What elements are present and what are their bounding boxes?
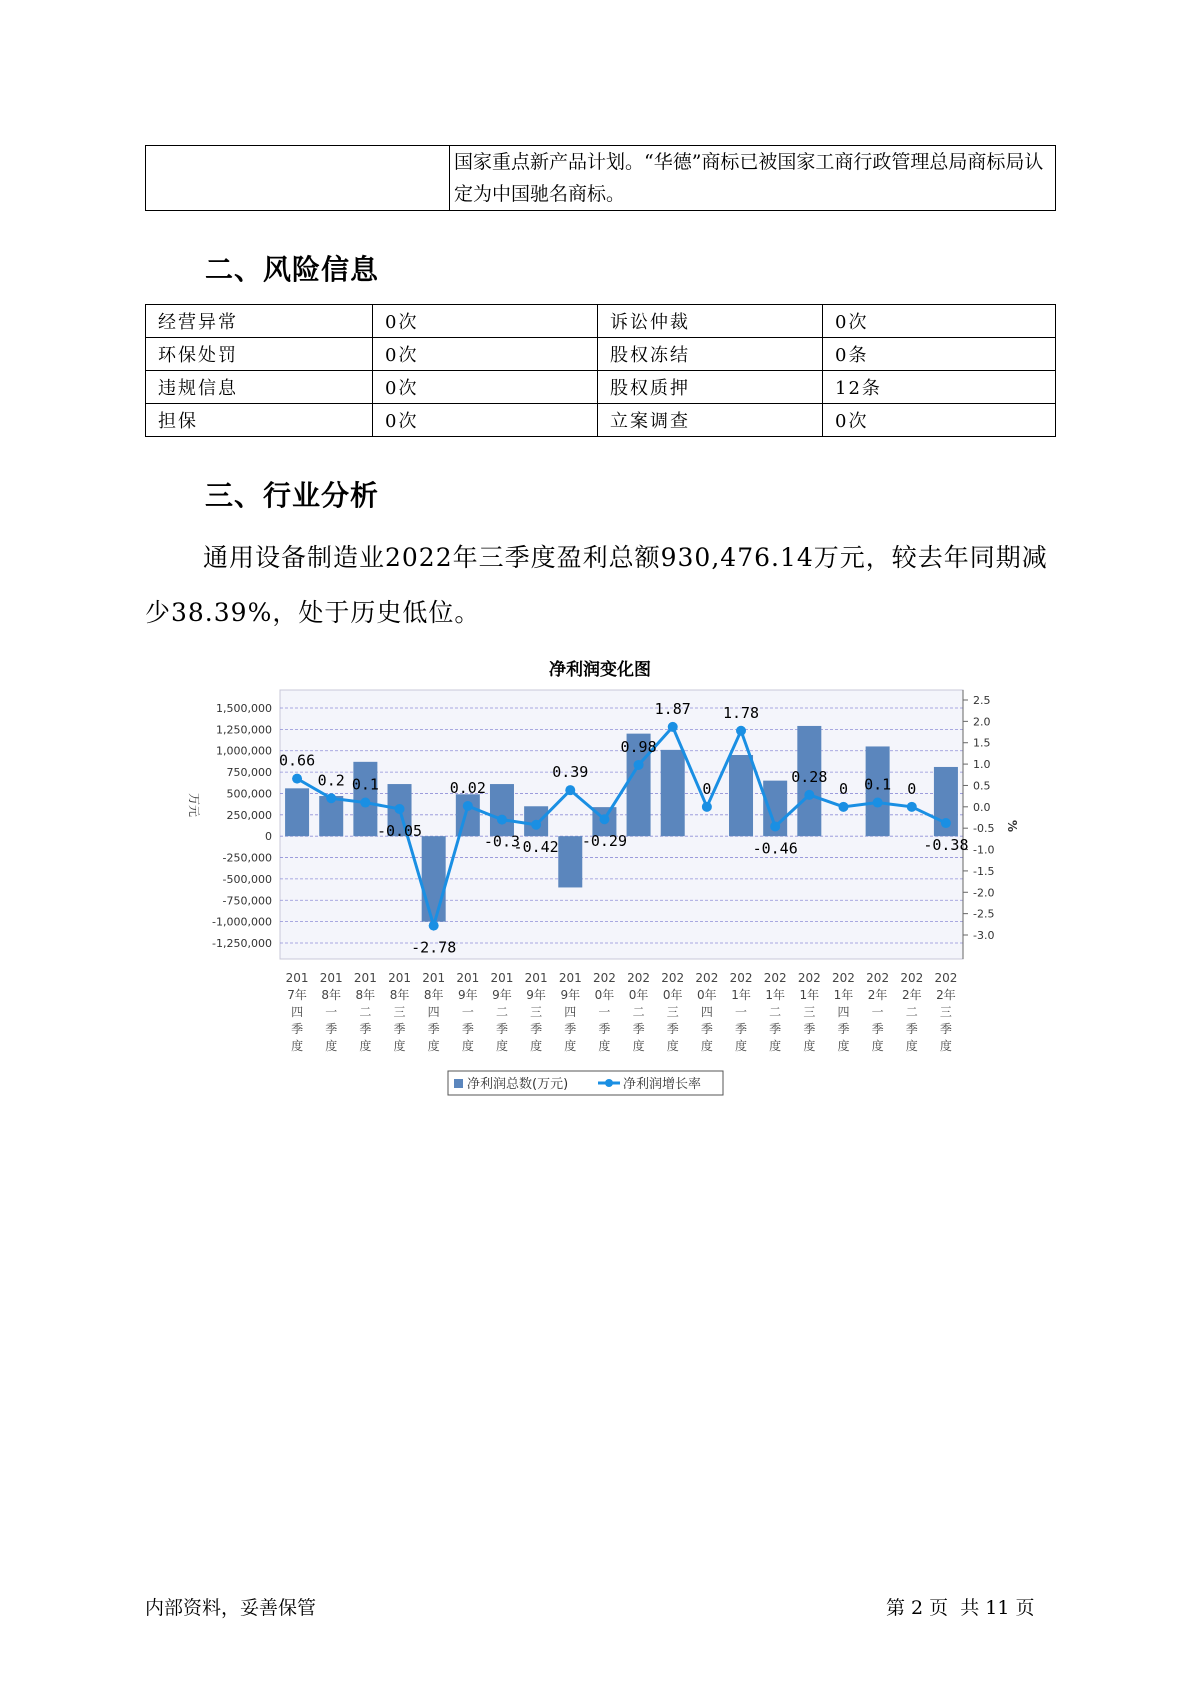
risk-key: 经营异常 [146,305,373,338]
risk-key: 担保 [146,404,373,437]
top-table-empty-cell [146,146,450,211]
industry-paragraph: 通用设备制造业2022年三季度盈利总额930,476.14万元，较去年同期减少38.39%，处于历史低位。 [145,543,1048,627]
data-label: -0.46 [752,839,798,858]
risk-value: 0次 [373,404,598,437]
y-left-tick-label: 1,000,000 [216,744,272,758]
legend-bar-swatch [454,1079,463,1088]
footer-confidential: 内部资料，妥善保管 [145,1597,317,1619]
risk-value: 0次 [823,305,1056,338]
growth-rate-point [326,793,336,803]
bar [661,750,685,836]
legend-bar-label: 净利润总数(万元) [467,1077,569,1092]
data-label: 0 [907,779,917,798]
data-label: 0.66 [279,751,316,770]
x-tick-label: 202 2年一季度 [866,971,890,1053]
data-label: -0.38 [923,836,969,855]
data-label: 0.1 [351,775,379,794]
growth-rate-point [497,815,507,825]
legend-line-label: 净利润增长率 [623,1077,702,1092]
data-label: 0.39 [552,763,589,782]
growth-rate-point [736,726,746,736]
legend-line-marker [605,1079,613,1087]
growth-rate-point [429,921,439,931]
y-left-tick-label: 750,000 [226,766,272,780]
data-label: 1.87 [654,699,691,718]
net-profit-chart [180,685,1019,1095]
x-tick-label: 202 0年四季度 [695,971,719,1053]
risk-key: 立案调查 [598,404,823,437]
y-left-tick-label: 0 [265,830,272,844]
risk-value: 12条 [823,371,1056,404]
x-tick-label: 202 2年二季度 [900,971,924,1053]
footer-page-number: 第 2 页 共 11 页 [886,1597,1035,1619]
growth-rate-point [599,814,609,824]
risk-key: 股权质押 [598,371,823,404]
y-left-tick-label: 1,250,000 [216,723,272,737]
y-right-tick-label: -2.5 [973,907,995,921]
risk-value: 0次 [823,404,1056,437]
risk-value: 0次 [373,338,598,371]
data-label: 0 [838,779,848,798]
section-heading-industry: 三、行业分析 [205,479,380,512]
data-label: 1.78 [722,703,760,722]
data-label: 0.28 [791,767,828,786]
y-right-tick-label: 1.5 [973,736,991,750]
risk-value: 0次 [373,371,598,404]
growth-rate-point [565,785,575,795]
bar [456,794,480,836]
y-right-tick-label: 2.0 [973,715,991,729]
growth-rate-point [292,774,302,784]
y-right-axis-title: % [1005,820,1019,833]
data-label: -0.42 [513,837,559,856]
y-right-tick-label: -1.0 [973,843,995,857]
data-label: 0.2 [317,771,345,790]
y-right-tick-label: -3.0 [973,929,995,942]
data-label: -0.05 [376,821,423,840]
x-tick-label: 202 0年二季度 [627,971,651,1053]
y-left-tick-label: 1,500,000 [216,702,272,715]
growth-rate-point [702,802,712,812]
y-right-tick-label: -0.5 [973,822,995,836]
chart-title: 净利润变化图 [549,660,651,680]
y-right-tick-label: 1.0 [973,758,991,772]
data-label: 0.1 [864,775,892,794]
y-right-tick-label: -2.0 [973,886,995,900]
x-tick-label: 201 8年三季度 [388,971,411,1053]
growth-rate-point [531,820,541,830]
x-tick-label: 202 1年一季度 [729,971,753,1053]
growth-rate-point [941,818,951,828]
risk-key: 股权冻结 [598,338,823,371]
y-left-tick-label: -250,000 [222,851,272,865]
x-tick-label: 201 9年四季度 [558,971,582,1053]
y-right-tick-label: 0.0 [973,800,991,814]
risk-table [145,304,1056,437]
y-left-tick-label: 250,000 [226,808,272,822]
data-label: 0.98 [620,737,657,756]
top-table-text-cell: 国家重点新产品计划。“华德”商标已被国家工商行政管理总局商标局认定为中国驰名商标。 [450,146,1056,211]
y-left-axis-title: 万元 [187,793,201,818]
risk-key: 环保处罚 [146,338,373,371]
x-tick-label: 202 0年三季度 [661,971,685,1053]
y-right-tick-label: 2.5 [973,694,991,707]
growth-rate-point [907,802,917,812]
y-left-tick-label: -1,250,000 [212,937,272,950]
growth-rate-point [634,760,644,770]
data-label: -2.78 [411,938,457,957]
table-row [146,404,1056,437]
x-tick-label: 201 9年三季度 [524,971,548,1053]
table-row [146,305,1056,338]
growth-rate-point [360,798,370,808]
top-table [145,145,1056,211]
growth-rate-point [395,804,405,814]
risk-key: 诉讼仲裁 [598,305,823,338]
risk-value: 0条 [823,338,1056,371]
growth-rate-point [770,821,780,831]
x-tick-label: 202 1年三季度 [797,971,821,1053]
table-row [146,338,1056,371]
data-label: -0.3 [483,832,521,851]
risk-value: 0次 [373,305,598,338]
x-tick-label: 201 9年二季度 [490,971,514,1053]
bar [729,755,753,836]
x-tick-label: 201 8年一季度 [319,971,343,1053]
y-left-tick-label: -500,000 [222,872,272,886]
growth-rate-point [463,801,473,811]
risk-key: 违规信息 [146,371,373,404]
y-left-tick-label: -750,000 [222,894,272,908]
growth-rate-point [873,798,883,808]
x-tick-label: 201 8年四季度 [422,971,446,1053]
growth-rate-point [804,790,814,800]
x-tick-label: 202 1年四季度 [832,971,855,1053]
x-tick-label: 201 8年二季度 [353,971,377,1053]
bar [285,788,309,836]
y-right-tick-label: 0.5 [973,779,991,793]
x-tick-label: 202 1年二季度 [763,971,787,1053]
x-tick-label: 202 0年一季度 [592,971,616,1053]
bar [490,784,514,836]
section-heading-risk: 二、风险信息 [205,253,380,286]
y-left-tick-label: 500,000 [226,787,272,801]
y-left-tick-label: -1,000,000 [212,915,272,929]
data-label: 0.02 [449,778,486,797]
growth-rate-point [838,802,848,812]
bar [422,836,446,921]
x-tick-label: 201 9年一季度 [456,971,480,1053]
x-tick-label: 202 2年三季度 [934,971,958,1053]
data-label: -0.29 [581,832,628,851]
data-label: 0 [702,779,712,798]
growth-rate-point [668,722,678,732]
table-row [146,371,1056,404]
bar [558,836,582,887]
y-right-tick-label: -1.5 [973,864,995,878]
x-tick-label: 201 7年四季度 [285,971,309,1053]
